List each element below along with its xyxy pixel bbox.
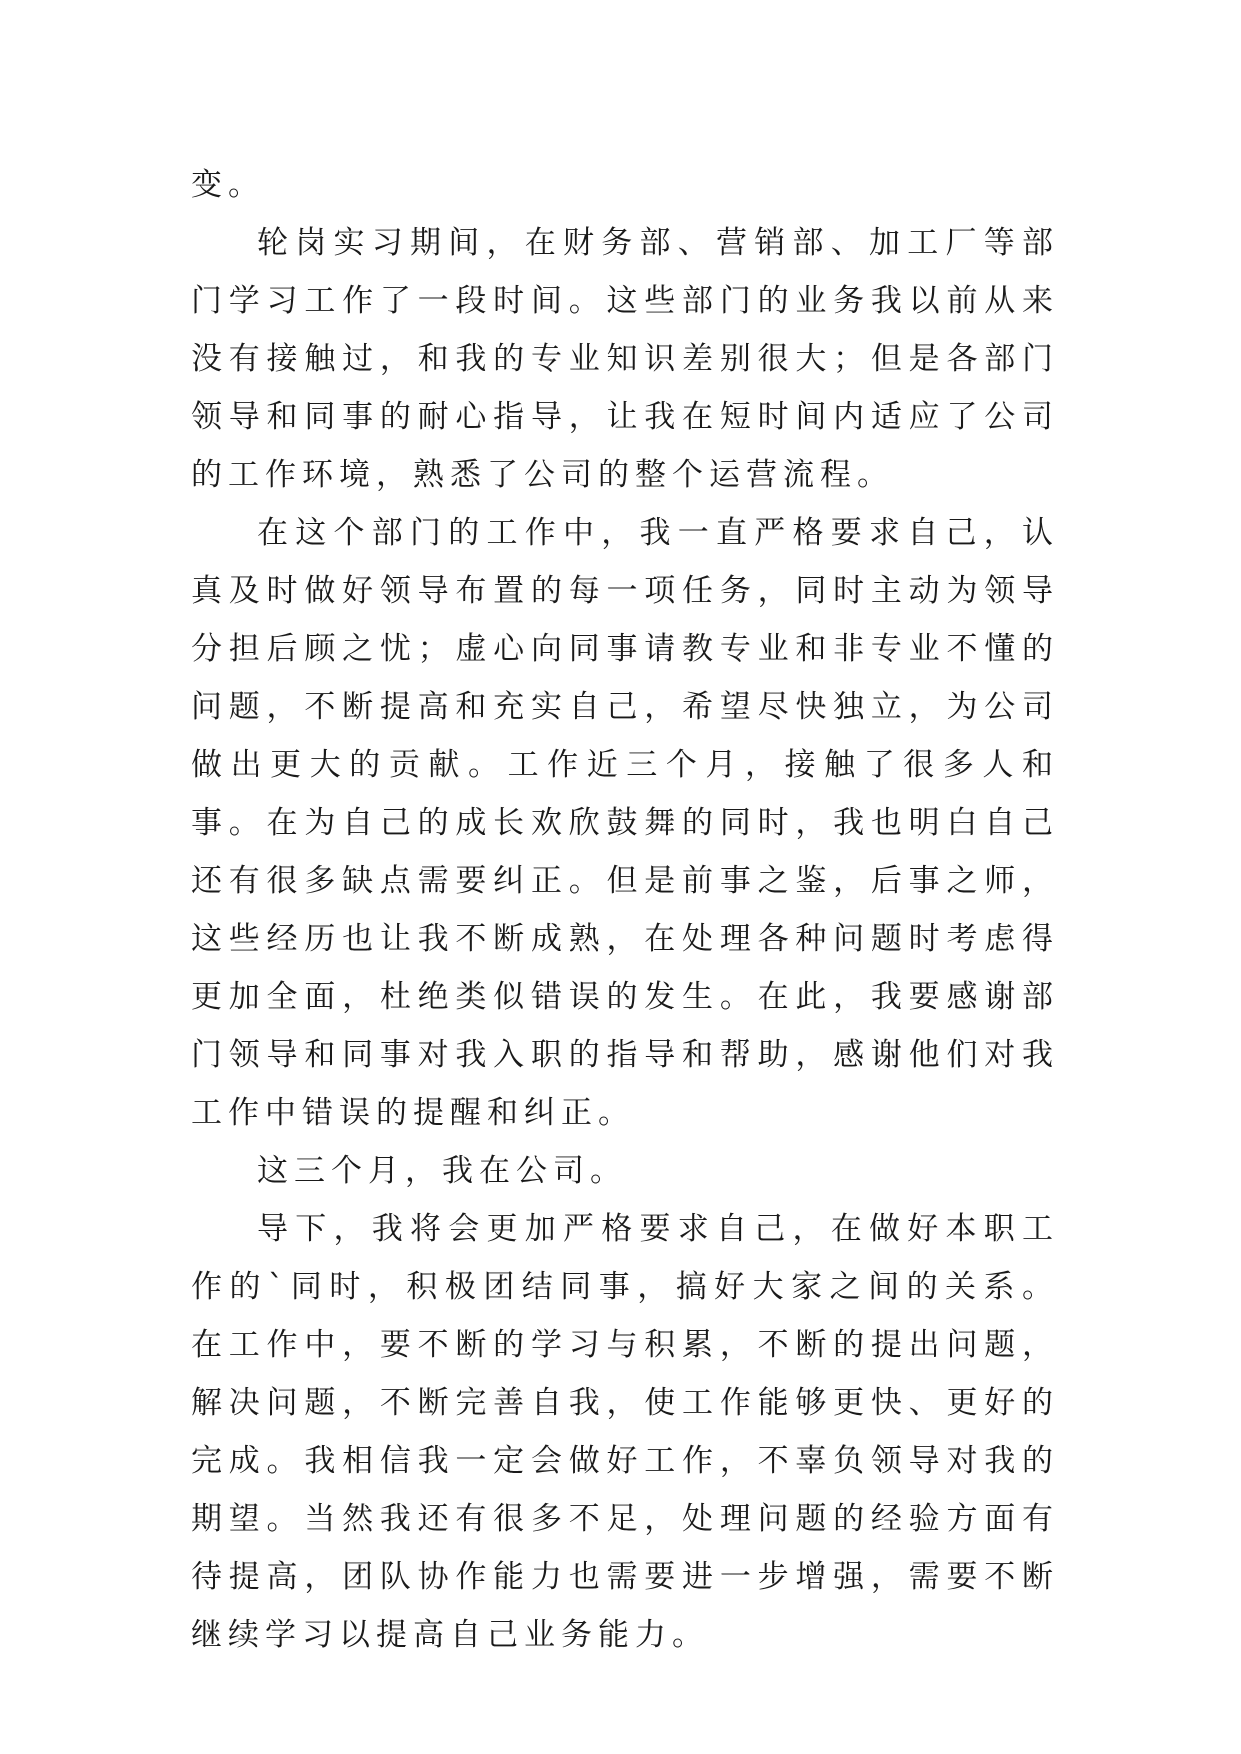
document-body [191, 156, 1059, 1664]
paragraph-continuation: 变。 [191, 167, 265, 203]
paragraph-department-work: 在这个部门的工作中，我一直严格要求自己，认真及时做好领导布置的每一项任务，同时主动为领导分担后顾之忧；虚心向同事请教专业和非专业不懂的问题，不断提高和充实自己，希望尽快独立，为公司做出更大的贡献。工作近三个月，接触了很多人和事。在为自己的成长欢欣鼓舞的同时，我也明白自己还有很多缺点需要纠正。但是前事之鉴，后事之师，这些经历也让我不断成熟，在处理各种问题时考虑得更加全面，杜绝类似错误的发生。在此，我要感谢部门领导和同事对我入职的指导和帮助，感谢他们对我工作中错误的提醒和纠正。 [191, 515, 1059, 1131]
paragraph-rotation-internship: 轮岗实习期间，在财务部、营销部、加工厂等部门学习工作了一段时间。这些部门的业务我以前从来没有接触过，和我的专业知识差别很大；但是各部门领导和同事的耐心指导，让我在短时间内适应了公司的工作环境，熟悉了公司的整个运营流程。 [191, 225, 1059, 493]
paragraph-three-months: 这三个月，我在公司。 [257, 1153, 627, 1189]
paragraph-future-plans: 导下，我将会更加严格要求自己，在做好本职工作的`同时，积极团结同事，搞好大家之间的关系。在工作中，要不断的学习与积累，不断的提出问题，解决问题，不断完善自我，使工作能够更快、更好的完成。我相信我一定会做好工作，不辜负领导对我的期望。当然我还有很多不足，处理问题的经验方面有待提高，团队协作能力也需要进一步增强，需要不断继续学习以提高自己业务能力。 [191, 1211, 1059, 1653]
